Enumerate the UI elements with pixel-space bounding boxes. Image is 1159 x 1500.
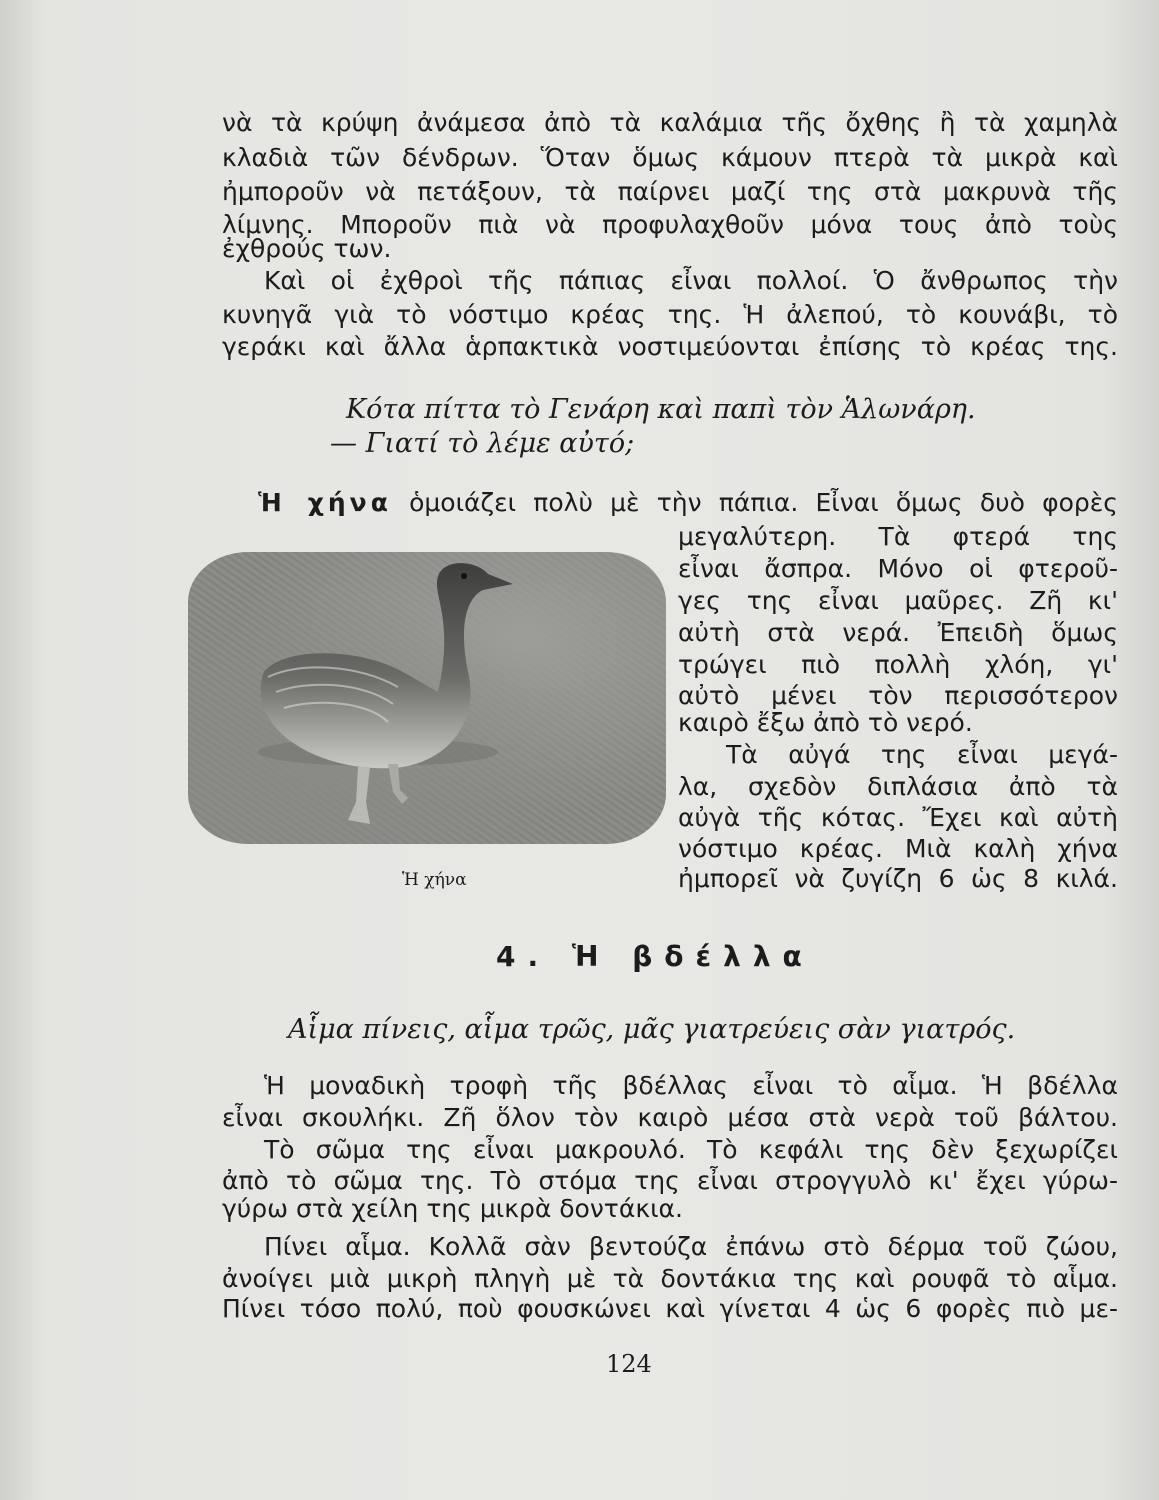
text-line: τρώγει πιὸ πολλὴ χλόη, γι' <box>678 650 1118 679</box>
text-line: Ἡ μοναδικὴ τροφὴ τῆς βδέλλας εἶναι τὸ αἷμα. Ἡ βδέλλα <box>264 1071 1118 1100</box>
text-line: Καὶ οἱ ἐχθροὶ τῆς πάπιας εἶναι πολλοί. Ὁ ἄνθρωπος τὴν <box>264 266 1118 295</box>
goose-first-line-text: ὁμοιάζει πολὺ μὲ τὴν πάπια. Εἶναι ὅμως δυὸ φορὲς <box>409 488 1118 517</box>
goose-icon <box>188 552 666 844</box>
text-line: ἠμποροῦν νὰ πετάξουν, τὰ παίρνει μαζί της στὰ μακρυνὰ τῆς <box>222 177 1118 206</box>
text-line: Τὰ αὐγά της εἶναι μεγά- <box>726 740 1118 769</box>
text-line: λα, σχεδὸν διπλάσια ἀπὸ τὰ <box>678 772 1118 801</box>
text-line: ἠμπορεῖ νὰ ζυγίζη 6 ὡς 8 κιλά. <box>678 864 1118 893</box>
section-heading: 4. Ἡ βδέλλα <box>496 940 814 973</box>
text-line: γύρω στὰ χείλη της μικρὰ δοντάκια. <box>222 1194 683 1223</box>
text-line: Πίνει αἷμα. Κολλᾶ σὰν βεντούζα ἐπάνω στὸ δέρμα τοῦ ζώου, <box>264 1232 1118 1261</box>
text-line: νὰ τὰ κρύψη ἀνάμεσα ἀπὸ τὰ καλάμια τῆς ὄχθης ἢ τὰ χαμηλὰ <box>222 108 1118 137</box>
text-line: εἶναι σκουλήκι. Ζῆ ὅλον τὸν καιρὸ μέσα στὰ νερὰ τοῦ βάλτου. <box>222 1103 1118 1132</box>
text-line: Τὸ σῶμα της εἶναι μακρουλό. Τὸ κεφάλι της δὲν ξεχωρίζει <box>264 1135 1118 1164</box>
text-line: κυνηγᾶ γιὰ τὸ νόστιμο κρέας της. Ἡ ἀλεπού, τὸ κουνάβι, τὸ <box>222 300 1118 329</box>
text-line: γεράκι καὶ ἄλλα ἁρπακτικὰ νοστιμεύονται ἐπίσης τὸ κρέας της. <box>222 332 1118 361</box>
goose-lead-word: Ἡ χήνα <box>258 488 392 517</box>
text-line: εἶναι ἄσπρα. Μόνο οἱ φτεροῦ- <box>678 554 1118 583</box>
text-line: ἀνοίγει μιὰ μικρὴ πληγὴ μὲ τὰ δοντάκια της καὶ ρουφᾶ τὸ αἷμα. <box>222 1264 1118 1293</box>
photo-caption: Ἡ χήνα <box>402 870 467 890</box>
text-line: λίμνης. Μποροῦν πιὰ νὰ προφυλαχθοῦν μόνα τους ἀπὸ τοὺς <box>222 210 1118 239</box>
text-line: αὐγὰ τῆς κότας. Ἔχει καὶ αὐτὴ <box>678 803 1118 832</box>
proverb: Κότα πίττα τὸ Γενάρη καὶ παπὶ τὸν Ἁλωνάρη. <box>346 394 976 425</box>
goose-photo <box>188 552 666 844</box>
text-line: αὐτὴ στὰ νερά. Ἐπειδὴ ὅμως <box>678 618 1118 647</box>
goose-first-line <box>258 488 1118 518</box>
page-number: 124 <box>606 1350 652 1378</box>
text-line: μεγαλύτερη. Τὰ φτερά της <box>678 522 1118 551</box>
question: — Γιατί τὸ λέμε αὐτό; <box>330 428 635 459</box>
text-line: ἀπὸ τὸ σῶμα της. Τὸ στόμα της εἶναι στρογγυλὸ κι' ἔχει γύρω- <box>222 1166 1118 1195</box>
proverb: Αἷμα πίνεις, αἷμα τρῶς, μᾶς γιατρεύεις σὰν γιατρός. <box>288 1014 1016 1045</box>
text-line: αὐτὸ μένει τὸν περισσότερον <box>678 681 1118 710</box>
text-line: ἐχθρούς των. <box>222 234 392 263</box>
text-line: κλαδιὰ τῶν δένδρων. Ὅταν ὅμως κάμουν πτερὰ τὰ μικρὰ καὶ <box>222 143 1118 172</box>
text-line: γες της εἶναι μαῦρες. Ζῆ κι' <box>678 586 1118 615</box>
text-line: καιρὸ ἔξω ἀπὸ τὸ νερό. <box>678 708 973 737</box>
text-line: νόστιμο κρέας. Μιὰ καλὴ χήνα <box>678 834 1118 863</box>
text-line: Πίνει τόσο πολύ, ποὺ φουσκώνει καὶ γίνεται 4 ὡς 6 φορὲς πιὸ με- <box>222 1294 1118 1323</box>
